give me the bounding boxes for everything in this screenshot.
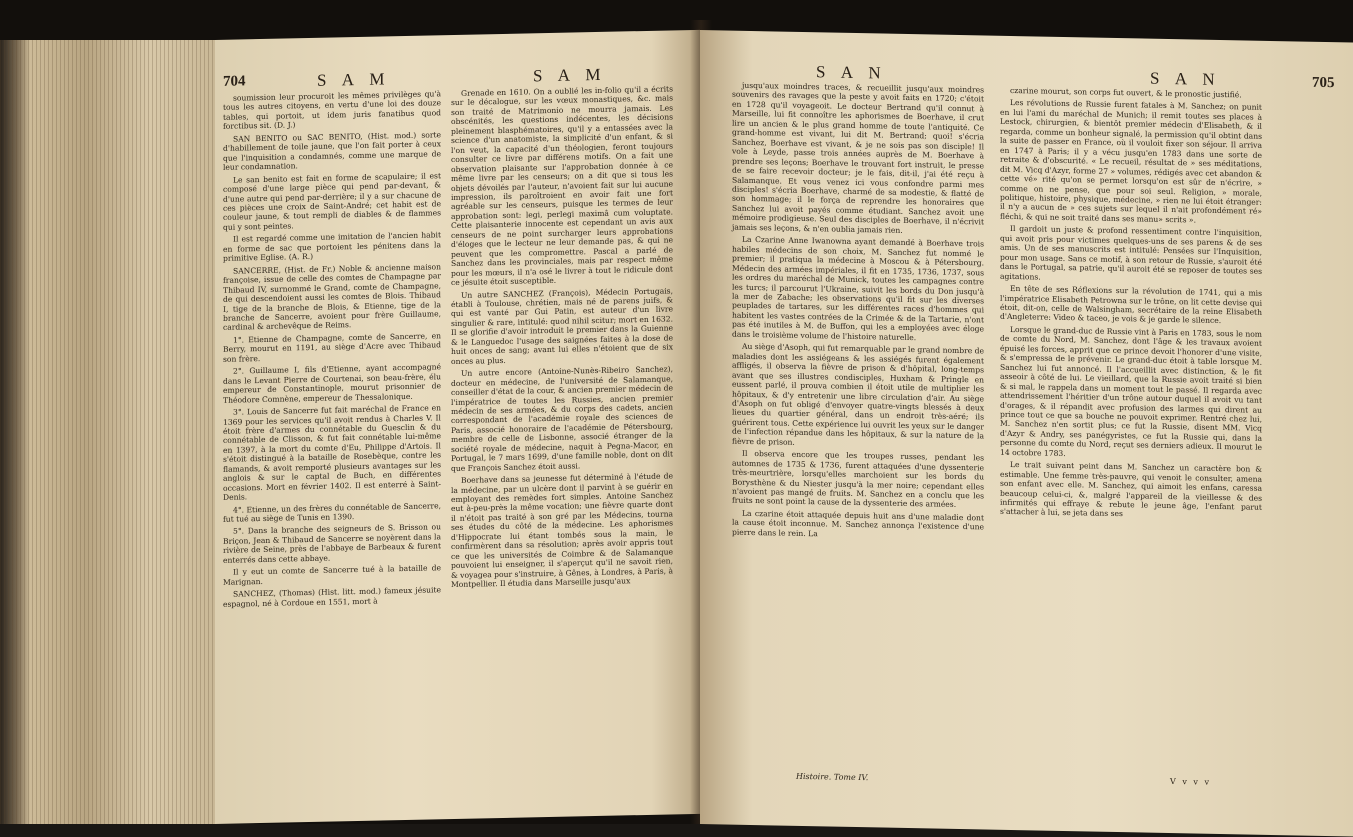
signature-mark: V v v v <box>1170 777 1211 787</box>
right-page-column-2 <box>1000 86 1262 525</box>
paragraph: SANCERRE, (Hist. de Fr.) Noble & ancienne maison françoise, issue de celle des comtes de Champagne par Thibaud IV, surnommé le Grand, comte de Champagne, de qui descendoient aussi les comtes de Blois. Thibaud I, tige de la branche de Blois, & Etienne, tige de la branche de Sancerre, avoient pour frère Guillaume, cardinal & archevêque de Reims. <box>223 261 441 333</box>
running-head-left: S A M <box>317 69 391 90</box>
paragraph: Il gardoit un juste & profond ressentiment contre l'inquisition, qui avoit pris pour victimes quelques-uns de ses parens & de ses amis. Un de ses manuscrits est intitulé: Pensées sur l'Inquisition, pour mon usage. Sans ce motif, à son retour de Russie, s'auroit été dans le Portugal, sa patrie, qu'il auroit été se reposer de toutes ses agitations. <box>1000 224 1262 282</box>
left-page-column-1 <box>223 89 441 612</box>
page-footer: Histoire. Tome IV. <box>796 771 869 783</box>
left-page-column-2 <box>451 84 673 592</box>
page-number-left: 704 <box>223 73 246 90</box>
paragraph: Au siège d'Asoph, qui fut remarquable par le grand nombre de maladies dont les assiégeans & les assiégés furent également affligés, il observa la fièvre de prison & d'hôpital, long-temps avant que ses illustres condisciples, Huxham & Pringle en eussent parlé, il prouva combien il étoit utile de multiplier les hôpitaux, & d'y entretenir une libre circulation d'air. Au siège d'Asoph on fut obligé d'envoyer quatre-vingts blessés à deux lieues du quartier général, dans un endroit très-aéré; ils guérirent tous. Cette expérience lui ouvrit les yeux sur le danger de l'infection répandue dans les hôpitaux, & sur la nature de la fièvre de prison. <box>732 342 984 447</box>
paragraph: 3°. Louis de Sancerre fut fait maréchal de France en 1369 pour les services qu'il avoit rendus à Charles V. Il étoit frère d'armes du connétable du Guesclin & du connétable de Clisson, & fut fait connétable lui-même en 1397, à la mort du comte d'Eu, Philippe d'Artois. Il s'étoit distingué à la bataille de Rosebèque, contre les flamands, & avoit remporté plusieurs avantages sur les anglois & sur le captal de Buch, en différentes occasions. Mort en février 1402. Il est enterré à Saint-Denis. <box>223 403 441 502</box>
paragraph: soumission leur procuroit les mêmes privilèges qu'à tous les autres citoyens, en vertu d'une loi des douze tables, qui portoit, ut idem juris fanatibus quod forctibus sit. (D. J.) <box>223 89 441 132</box>
paragraph: Boerhave dans sa jeunesse fut déterminé à l'étude de la médecine, par un ulcère dont il parvint à se guérir en employant des remèdes fort simples. Antoine Sanchez eut à-peu-près la même vocation; une fièvre quarte dont il n'étoit pas traité à son gré par les Médecins, tourna ses études du côté de la médecine. Les aphorismes d'Hippocrate lui étant tombés sous la main, le confirmèrent dans sa résolution; après avoir appris tout ce que les universités de Coimbre & de Salamanque pouvoient lui enseigner, il s'aperçut qu'il ne savoit rien, & voyagea pour s'instruire, à Gênes, à Londres, à Paris, à Montpellier. Il étudia dans Marseille jusqu'aux <box>451 471 673 590</box>
paragraph: 4°. Etienne, un des frères du connétable de Sancerre, fut tué au siège de Tunis en 1390. <box>223 500 441 524</box>
right-page <box>700 30 1353 837</box>
paragraph: Un autre SANCHEZ (François), Médecin Portugais, établi à Toulouse, chrétien, mais né de parens juifs, & qui est vanté par Gui Patin, est auteur d'un livre singulier & rare, intitulé: quod nihil scitur; mort en 1632. Il se glorifie d'avoir introduit le premier dans la Guienne & le Languedoc l'usage des saignées faites à la dose de huit onces de sang; avant lui elles n'étoient que de six onces au plus. <box>451 285 673 366</box>
paragraph: SAN BENITO ou SAC BENITO, (Hist. mod.) sorte d'habillement de toile jaune, que l'on fait porter à ceux que l'inquisition a condamnés, comme une marque de leur condamnation. <box>223 130 441 173</box>
paragraph: Le trait suivant peint dans M. Sanchez un caractère bon & estimable. Une femme très-pauvre, qui venoit le consulter, amena son enfant avec elle. M. Sanchez, qui aimoit les enfans, caressa beaucoup celui-ci, &, malgré l'appareil de la vieillesse & des infirmités qui effraye & rebute le jeune âge, l'enfant parut s'attacher à lui, se jeta dans ses <box>1000 460 1262 519</box>
page-stack-edge <box>0 40 215 824</box>
paragraph: Il observa encore que les troupes russes, pendant les automnes de 1735 & 1736, furent attaquées d'une dyssenterie très-meurtrière, lorsqu'elles marchoient sur les bords du Borysthène & du Niester jusqu'à la mer noire; cependant elles n'avoient pas mangé de fruits. M. Sanchez en a conclu que les fruits ne sont point la cause de la dyssenterie des armées. <box>732 449 984 510</box>
paragraph: czarine mourut, son corps fut ouvert, & le pronostic justifié. <box>1010 85 1242 100</box>
paragraph: 5°. Dans la branche des seigneurs de S. Brisson ou Briçon, Jean & Thibaud de Sancerre se noyèrent dans la rivière de Seine, près de l'abbaye de Barbeaux & furent enterrés dans cette abbaye. <box>223 522 441 565</box>
paragraph: Lorsque le grand-duc de Russie vint à Paris en 1783, sous le nom de comte du Nord, M. Sanchez, dont l'âge & les travaux avoient épuisé les forces, apprit que ce prince devoit l'honorer d'une visite, & s'empressa de le prévenir. Le grand-duc étoit à table lorsque M. Sanchez lui fut annoncé. Il l'accueillit avec distinction, & le fit asseoir à côté de lui. Le vieillard, que la Russie avoit traité si bien & si mal, le rappela dans un moment tout le passé. Il regarda avec attendrissement l'héritier d'un trône autour duquel il avoit vu tant d'orages, & il répandit avec profusion des larmes qui dirent au prince tout ce que sa bouche ne pouvoit exprimer. Rentré chez lui, M. Sanchez n'en sortit plus; ce fut la Russie, disent MM. Vicq d'Azyr & Andry, ses panégyristes, ce fut la Russie qui, dans la personne du comte du Nord, reçut ses derniers adieux. Il mourut le 14 octobre 1783. <box>1000 324 1262 458</box>
paragraph: jusqu'aux moindres traces, & recueillit jusqu'aux moindres souvenirs des ravages que la peste y avoit faits en 1720; c'étoit en 1728 qu'il voyageoit. Le docteur Bertrand qu'il connut à Marseille, lui fit connoître les aphorismes de Boerhave, il crut lire un ancien & le plus grand homme de toute l'antiquité. Ce grand-homme est vivant, lui dit M. Bertrand; quoi! s'écria Sanchez, Boerhave est vivant, & je ne sois pas son disciple! Il vole à Leyde, passe trois années auprès de M. Boerhave à prendre ses leçons; Boerhave le trouvant fort instruit, le presse de se faire recevoir docteur; je le fais, dit-il, j'ai été reçu à Salamanque. Et vous venez ici vous confondre parmi mes disciples! s'écria Boerhave, charmé de sa modestie, & flatté de son hommage; il le força de reprendre les honoraires que Sanchez lui avoit payés comme étudiant. Sanchez avoit une mémoire prodigieuse. Seul des disciples de Boerhave, il n'écrivit jamais ses leçons, & n'en oublia jamais rien. <box>732 80 984 235</box>
paragraph: En tête de ses Réflexions sur la révolution de 1741, qui a mis l'impératrice Elisabeth Petrowna sur le trône, on lit cette devise qui étoit, dit-on, celle de Walsingham, secrétaire de la reine Elisabeth d'Angleterre: Video & taceo, je vois & je garde le silence. <box>1000 284 1262 326</box>
paragraph: Grenade en 1610. On a oublié les in-folio qu'il a écrits sur le décalogue, sur les vœux monastiques, &c. mais son traité de Matrimonio ne mourra jamais. Les obscénités, les questions indécentes, les décisions pleinement blasphématoires, qu'il y a entassées avec la science d'un anatomiste, la simplicité d'un enfant, & si l'on veut, la capacité d'un théologien, feront toujours consulter ce livre par différens motifs. On a fait une observation plaisante sur l'approbation donnée à ce même livre par les censeurs; on a dit que si tous les objets dévoilés par l'auteur, n'avoient fait sur lui aucune impression, ils paroîtroient en avoir fait une fort agréable sur les censeurs, puisque les termes de leur approbation sont: legi, perlegi maximâ cum voluptate. Cette plaisanterie innocente est cependant un avis aux censeurs de ne point surcharger leurs approbations d'éloges que le lecteur ne leur demande pas, & qui ne peuvent que les compromettre. Pascal a parlé de Sanchez dans les provinciales, mais par respect même pour les mœurs, il n'a osé le livrer à tout le ridicule dont ce jésuite étoit susceptible. <box>451 84 673 288</box>
paragraph: 1°. Etienne de Champagne, comte de Sancerre, en Berry, mourut en 1191, au siège d'Acre avec Thibaud son frère. <box>223 331 441 364</box>
paragraph: Un autre encore (Antoine-Nunès-Ribeiro Sanchez), docteur en médecine, de l'université de Salamanque, conseiller d'état de la cour, & ancien premier médecin de l'impératrice de toutes les Russies, ancien premier médecin de ses armées, & du corps des cadets, ancien correspondant de l'académie royale des sciences de Paris, associé honoraire de l'académie de Pétersbourg, membre de celle de Lisbonne, associé étranger de la société royale de médecine, naquit à Pegna-Macor, en Portugal, le 7 mars 1699, d'une famille noble, dont on dit que François Sanchez étoit aussi. <box>451 364 673 473</box>
paragraph: Il y eut un comte de Sancerre tué à la bataille de Marignan. <box>223 563 441 587</box>
paragraph: SANCHEZ, (Thomas) (Hist. litt. mod.) fameux jésuite espagnol, né à Cordoue en 1551, mort à <box>223 585 441 609</box>
left-page <box>215 30 700 824</box>
running-head-right-col2: S A N <box>1150 68 1221 89</box>
paragraph: Le san benito est fait en forme de scapulaire; il est composé d'une large pièce qui pend par-devant, & d'une autre qui pend par-derrière; il y a sur chacune de ces pièces une croix de Saint-André; cet habit est de couleur jaune, & tout rempli de diables & de flammes qui y sont peintes. <box>223 170 441 232</box>
paragraph: La czarine étoit attaquée depuis huit ans d'une maladie dont la cause étoit inconnue. M. Sanchez annonça l'existence d'une pierre dans le rein. La <box>732 508 984 539</box>
paragraph: Les révolutions de Russie furent fatales à M. Sanchez; on punit en lui l'ami du maréchal de Munich; il remit toutes ses places à Lestock, chirurgien, & bientôt premier médecin d'Elisabeth, & il regarda, comme un bonheur signalé, la permission qu'il obtint dans la suite de passer en France, où il vouloit fixer son séjour. Il arriva en 1747 à Paris; il y a vécu jusqu'en 1783 dans une sorte de retraite & d'obscurité. « Le recueil, résultat de » ses méditations, dit M. Vicq d'Azyr, forme 27 » volumes, rédigés avec cet abandon & cette vé» rité qu'on se permet lorsqu'on est sûr de n'écrire, » comme on ne pense, que pour soi seul. Religion, » morale, politique, histoire, physique, médecine, » rien ne lui étoit étranger: il n'y a aucun de » ces sujets sur lequel il n'ait profondément ré» fléchi, & qui ne soit traité dans ses manu» scrits ». <box>1000 98 1262 225</box>
paragraph: 2°. Guillaume I, fils d'Etienne, ayant accompagné dans le Levant Pierre de Courtenai, son beau-frère, élu empereur de Constantinople, mourut prisonnier de Théodore Comnène, empereur de Thessalonique. <box>223 362 441 405</box>
paragraph: La Czarine Anne Iwanowna ayant demandé à Boerhave trois habiles médecins de son choix, M. Sanchez fut nommé le premier; il pratiqua la médecine à Moscou & à Pétersbourg. Médecin des armées impériales, il fit en 1735, 1736, 1737, sous les ordres du maréchal de Munick, toutes les campagnes contre les turcs; il parcourut l'Ukraine, suivit les bords du Don jusqu'à la mer de Zabache; les observations qu'il fit sur les diverses peuplades de tartares, sur les différentes races d'hommes qui habitent les vastes contrées de la Crimée & de la Tartarie, n'ont pas été inutiles à M. de Buffon, qui les a employées avec éloge dans le troisième volume de l'histoire naturelle. <box>732 235 984 342</box>
right-page-column-1 <box>732 81 984 545</box>
page-number-right: 705 <box>1312 74 1335 92</box>
running-head-right: S A N <box>816 62 887 83</box>
paragraph: Il est regardé comme une imitation de l'ancien habit en forme de sac que portoient les pénitens dans la primitive Eglise. (A. R.) <box>223 230 441 264</box>
running-head-left-col2: S A M <box>533 64 607 86</box>
